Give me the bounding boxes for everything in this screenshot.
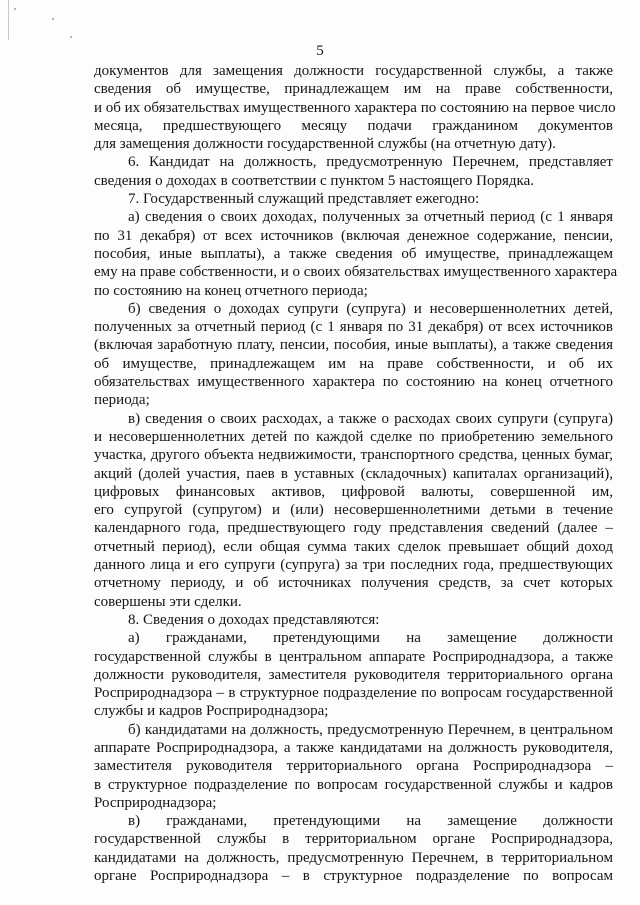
text-line: кандидатами на должность, предусмотренную Перечнем, в территориальном	[94, 849, 613, 866]
text-line: акций (долей участия, паев в уставных (складочных) капиталах организаций),	[94, 465, 613, 482]
text-line: б) кандидатами на должность, предусмотренную Перечнем, в центральном	[128, 721, 613, 738]
text-line: государственной службы в центральном аппарате Росприроднадзора, а также	[94, 648, 613, 665]
text-line: Росприроднадзора – в структурное подразделение по вопросам государственной	[94, 685, 613, 702]
text-line: сведения о доходах в соответствии с пунктом 5 настоящего Порядка.	[94, 172, 534, 189]
text-line: совершены эти сделки.	[94, 593, 242, 610]
text-line: 7. Государственный служащий представляет ежегодно:	[128, 191, 480, 208]
page-number: 5	[316, 43, 324, 59]
text-line: по состоянию на конец отчетного периода;	[94, 282, 368, 299]
scan-edge-mark	[8, 0, 9, 40]
text-line: (включая заработную плату, пенсии, пособия, иные выплаты), а также сведения	[94, 337, 613, 354]
text-line: отчетному периоду, и об источниках получения средств, за счет которых	[94, 575, 613, 592]
text-line: сведения об имуществе, принадлежащем им на праве собственности,	[94, 81, 613, 98]
text-line: должности руководителя, заместителя руководителя территориального органа	[94, 666, 613, 683]
text-line: пособия, иные выплаты), а также сведения об имуществе, принадлежащем	[94, 245, 613, 262]
text-line: месяца, предшествующего месяцу подачи гражданином документов	[94, 117, 613, 134]
text-line: периода;	[94, 392, 150, 409]
text-line: об имуществе, принадлежащем им на праве собственности, и об их	[94, 355, 613, 372]
text-line: для замещения должности государственной службы (на отчетную дату).	[94, 136, 556, 153]
text-line: государственной службы в территориальном органе Росприроднадзора,	[94, 831, 613, 848]
text-line: отчетный период), если общая сумма таких сделок превышает общий доход	[94, 538, 613, 555]
text-line: а) гражданами, претендующими на замещение должности	[128, 630, 613, 647]
text-line: по 31 декабря) от всех источников (включая денежное содержание, пенсии,	[94, 227, 613, 244]
text-line: обязательствах имущественного характера по состоянию на конец отчетного	[94, 374, 613, 391]
text-line: полученных за отчетный период (с 1 января по 31 декабря) от всех источников	[94, 319, 613, 336]
text-line: а) сведения о своих доходах, полученных за отчетный период (с 1 января	[128, 209, 613, 226]
text-line: Росприроднадзора;	[94, 794, 217, 811]
text-line: данного лица и его супруги (супруга) за три последних года, предшествующих	[94, 557, 613, 574]
text-line: в) сведения о своих расходах, а также о расходах своих супруги (супруга)	[128, 410, 613, 427]
text-line: службы и кадров Росприроднадзора;	[94, 703, 329, 720]
text-line: заместителя руководителя территориального органа Росприроднадзора –	[94, 758, 613, 775]
scan-speck	[70, 36, 72, 38]
text-line: и несовершеннолетних детей по каждой сделке по приобретению земельного	[94, 428, 613, 445]
text-line: 6. Кандидат на должность, предусмотренную Перечнем, представляет	[128, 154, 613, 171]
text-line: и об их обязательствах имущественного характера по состоянию на первое число	[94, 99, 616, 116]
text-line: цифровых финансовых активов, цифровой валюты, совершенной им,	[94, 483, 613, 500]
text-line: в структурное подразделение по вопросам государственной службы и кадров	[94, 776, 613, 793]
text-line: органе Росприроднадзора – в структурное подразделение по вопросам	[94, 868, 613, 885]
text-line: аппарате Росприроднадзора, а также кандидатами на должность руководителя,	[94, 739, 613, 756]
text-line: его супругой (супругом) и (или) несовершеннолетними детьми в течение	[94, 502, 613, 519]
scan-speck	[14, 8, 16, 10]
text-line: 8. Сведения о доходах представляются:	[128, 611, 380, 628]
text-line: б) сведения о доходах супруги (супруга) и несовершеннолетних детей,	[128, 300, 613, 317]
text-line: документов для замещения должности государственной службы, а также	[94, 63, 613, 79]
scan-speck	[52, 18, 54, 20]
text-line: в) гражданами, претендующими на замещение должности	[128, 813, 613, 830]
text-line: ему на праве собственности, и о своих обязательствах имущественного характера	[94, 264, 618, 281]
text-line: календарного года, предшествующего году представления сведений (далее –	[94, 520, 613, 537]
text-line: участка, другого объекта недвижимости, транспортного средства, ценных бумаг,	[94, 447, 613, 464]
document-body	[94, 62, 618, 885]
